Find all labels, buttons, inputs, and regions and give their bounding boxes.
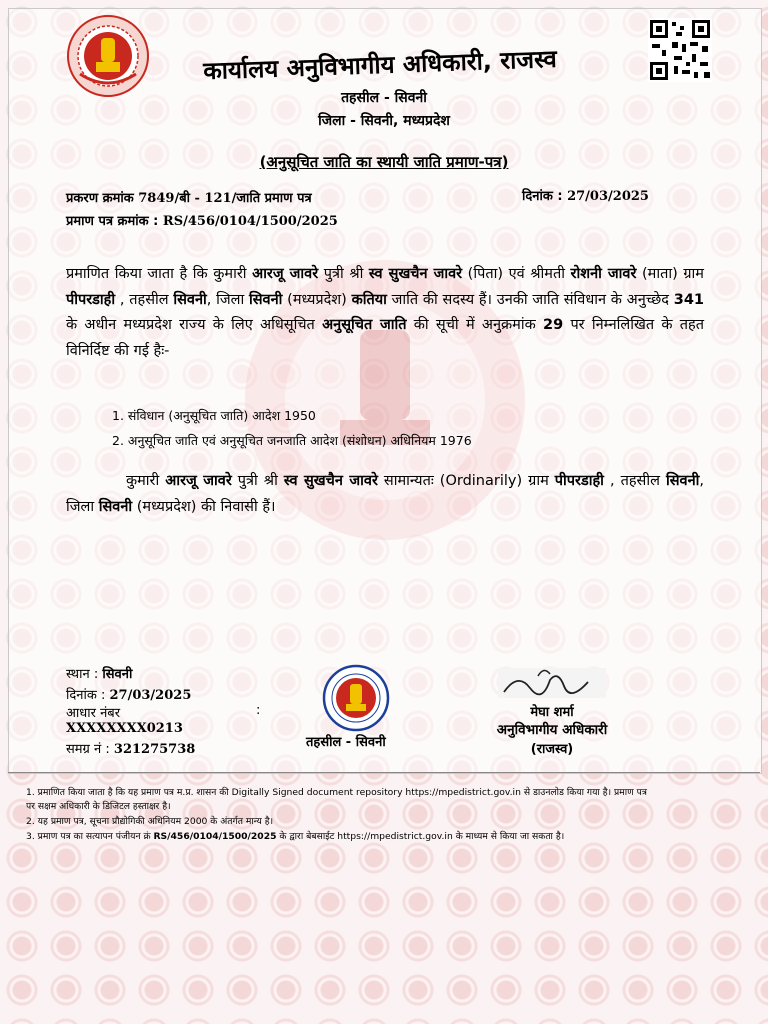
footnote-1a: 1. प्रमाणित किया जाता है कि यह प्रमाण पत्र म.प्र. शासन की Digitally Signed document repository https://mpedistrict.gov.in से डाउनलोड किया गया है। प्रमाण पत्र [26, 787, 647, 798]
case-number: प्रकरण क्रमांक 7849/बी - 121/जाति प्रमाण पत्र [66, 191, 312, 206]
officer-name: मेघा शर्मा [530, 705, 574, 720]
aadhaar-number: XXXXXXXX0213 [66, 721, 183, 736]
tehsil-seal-icon [322, 664, 390, 732]
order-item-1: 1. संविधान (अनुसूचित जाति) आदेश 1950 [112, 408, 316, 423]
footnote-2: 2. यह प्रमाण पत्र, सूचना प्रौद्योगिकी अधिनियम 2000 के अंतर्गत मान्य है। [26, 816, 274, 827]
footnote-3: 3. प्रमाण पत्र का सत्यापन पंजीयन क्रं RS/456/0104/1500/2025 के द्वारा बेबसाईट https://mpedistrict.gov.in के माध्यम से किया जा सकता है। [26, 831, 565, 842]
place: स्थान : सिवनी [66, 667, 133, 682]
certificate-paragraph-1: प्रमाणित किया जाता है कि कुमारी आरजू जावरे पुत्री श्री स्व सुखचैन जावरे (पिता) एवं श्रीमती रोशनी जावरे (माता) ग्राम पीपरडाही , तहसील सिवनी, जिला सिवनी (मध्यप्रदेश) कतिया जाति की सदस्य हैं। उनकी जाति संविधान के अनुच्छेद 341 के अधीन मध्यप्रदेश राज्य के लिए अधिसूचित अनुसूचित जाति की सूची में अनुक्रमांक 29 पर निम्नलिखित के तहत विनिर्दिष्ट की गई हैः- [66, 266, 705, 359]
signature-icon [498, 662, 606, 702]
bottom-date: दिनांक : 27/03/2025 [66, 688, 192, 703]
seal-caption: तहसील - सिवनी [306, 735, 386, 750]
order-item-2: 2. अनुसूचित जाति एवं अनुसूचित जनजाति आदेश (संशोधन) अधिनियम 1976 [112, 433, 472, 448]
office-title: कार्यालय अनुविभागीय अधिकारी, राजस्व [202, 44, 558, 86]
tehsil-line: तहसील - सिवनी [341, 90, 427, 106]
district-line: जिला - सिवनी, मध्यप्रदेश [318, 113, 450, 129]
mp-government-emblem-icon [66, 14, 150, 98]
certificate-number: प्रमाण पत्र क्रमांक : RS/456/0104/1500/2025 [66, 214, 338, 229]
officer-designation: अनुविभागीय अधिकारी [496, 722, 608, 738]
officer-department: (राजस्व) [530, 742, 574, 757]
footer-divider [8, 772, 760, 773]
certificate-title: (अनुसूचित जाति का स्थायी जाति प्रमाण-पत्र) [259, 153, 509, 171]
samagra-id: समग्र नं : 321275738 [66, 742, 196, 757]
issue-date: दिनांक : 27/03/2025 [522, 189, 649, 204]
footnote-1b: पर सक्षम अधिकारी के डिजिटल हस्ताक्षर है। [26, 801, 171, 812]
certificate-paragraph-2: कुमारी आरजू जावरे पुत्री श्री स्व सुखचैन जावरे सामान्यतः (Ordinarily) ग्राम पीपरडाही , तहसील सिवनी, जिला सिवनी (मध्यप्रदेश) की निवासी हैं। [66, 473, 704, 515]
qr-code-icon [648, 18, 712, 82]
aadhaar-row: आधार नंबर : [66, 703, 261, 721]
